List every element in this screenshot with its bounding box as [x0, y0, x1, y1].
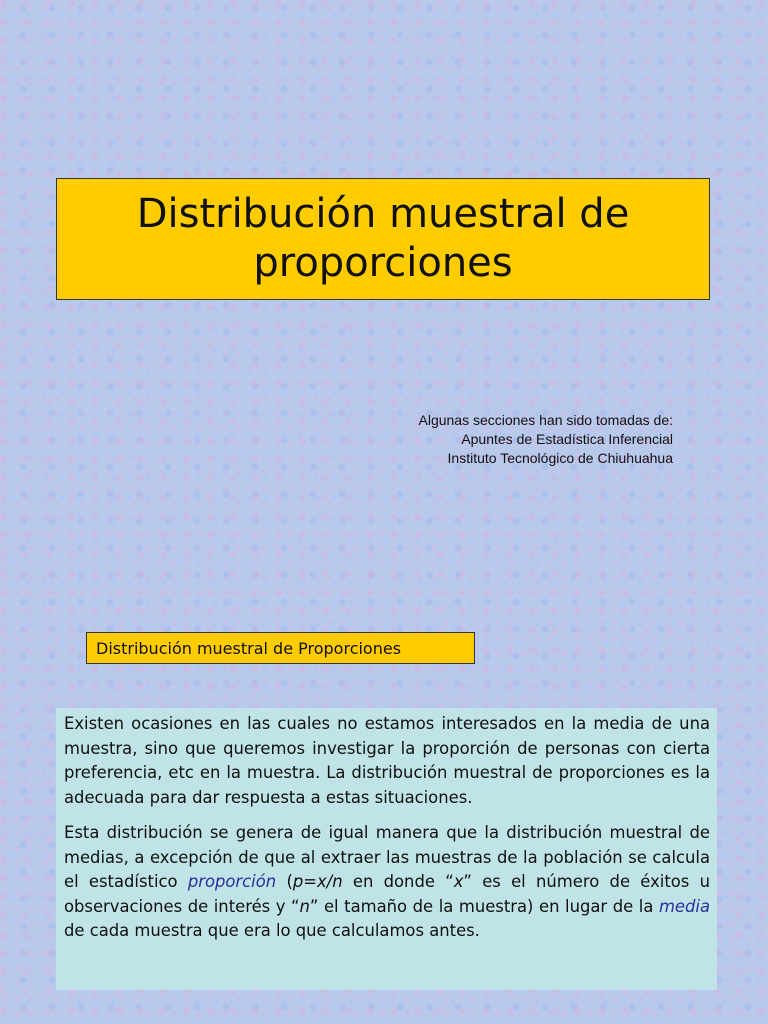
title-box [56, 178, 710, 300]
paragraph-2-text: en donde “ [342, 872, 454, 891]
section-label: Distribución muestral de Proporciones [86, 632, 475, 664]
paragraph-2-text: ( [276, 872, 293, 891]
title-line-2: proporciones [253, 240, 513, 286]
term-media: media [658, 896, 710, 916]
body-text-box [56, 708, 717, 990]
slide-title [137, 190, 630, 288]
credit-line: Algunas secciones han sido tomadas de: [418, 412, 673, 428]
term-proporcion: proporción [187, 872, 277, 891]
paragraph-2-text: ” es el número de éxitos u observaciones de interés y “ [64, 872, 711, 916]
source-credits [419, 411, 674, 468]
variable-n: n [299, 896, 310, 916]
paragraph-1: Existen ocasiones en las cuales no estamos interesados en la media de una muestra, sino que queremos investigar la proporción de personas con cierta preferencia, etc en la muestra. La distribución muestral de proporciones es la adecuada para dar respuesta a estas situaciones. [64, 714, 710, 807]
variable-x: x [453, 872, 464, 891]
paragraph-2-text: ” el tamaño de la muestra) en lugar de la [309, 896, 659, 916]
paragraph-2-text: de cada muestra que era lo que calculamos antes. [64, 921, 480, 940]
formula: p=x/n [292, 872, 343, 891]
paragraph-2-text: Esta distribución se genera de igual manera que la distribución muestral de medias, a excepción de que al extraer las muestras de la población se calcula el estadístico [64, 823, 710, 891]
credit-line: Instituto Tecnológico de Chiuhuahua [447, 450, 673, 466]
title-line-1: Distribución muestral de [136, 191, 630, 237]
credit-line: Apuntes de Estadística Inferencial [461, 431, 673, 447]
paragraph-2 [64, 821, 710, 944]
